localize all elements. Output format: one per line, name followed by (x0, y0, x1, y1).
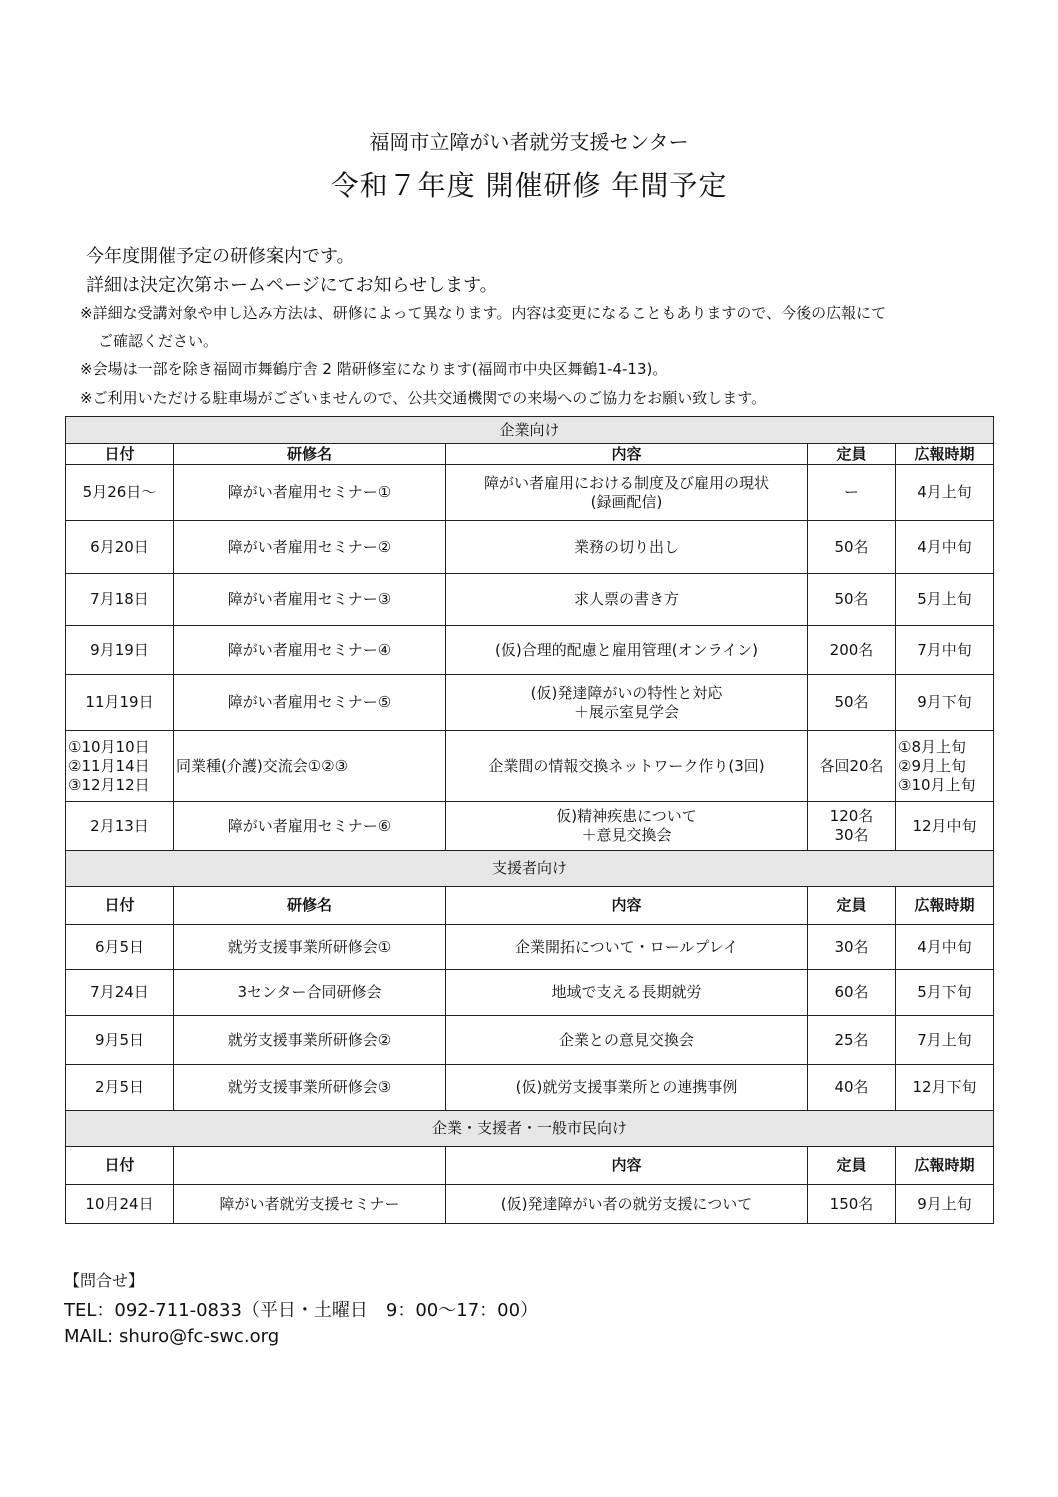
column-header: 研修名 (174, 887, 446, 925)
table-row (66, 1065, 994, 1111)
cell-pr: 4月中旬 (896, 925, 994, 970)
cell-content: 求人票の書き方 (446, 574, 808, 626)
column-header: 定員 (808, 444, 896, 465)
note-line-1-cont: ご確認ください。 (98, 332, 219, 350)
contact-tel: TEL：092-711-0833（平日・土曜日 9：00～17：00） (64, 1300, 539, 1321)
table-row (66, 675, 994, 731)
cell-name: 障がい者雇用セミナー① (174, 465, 446, 521)
cell-name: 就労支援事業所研修会② (174, 1016, 446, 1065)
cell-content: 障がい者雇用における制度及び雇用の現状 (録画配信) (446, 465, 808, 521)
cell-name: 障がい者雇用セミナー⑤ (174, 675, 446, 731)
cell-name: 障がい者雇用セミナー④ (174, 626, 446, 675)
cell-pr: 9月下旬 (896, 675, 994, 731)
cell-name: 就労支援事業所研修会① (174, 925, 446, 970)
section-title-row (66, 1111, 994, 1147)
cell-content: 地域で支える長期就労 (446, 970, 808, 1016)
cell-date: 2月13日 (66, 802, 174, 851)
column-header: 広報時期 (896, 444, 994, 465)
table-row (66, 1185, 994, 1224)
cell-date: 11月19日 (66, 675, 174, 731)
cell-capacity: 150名 (808, 1185, 896, 1224)
org-name: 福岡市立障がい者就労支援センター (369, 130, 689, 154)
cell-pr: 9月上旬 (896, 1185, 994, 1224)
column-header: 広報時期 (896, 1147, 994, 1185)
cell-name: 同業種(介護)交流会①②③ (174, 731, 446, 802)
cell-capacity: 50名 (808, 521, 896, 574)
note-line-1: ※詳細な受講対象や申し込み方法は、研修によって異なります。内容は変更になることもありますので、今後の広報にて (80, 304, 887, 322)
page-title: 令和７年度 開催研修 年間予定 (330, 169, 728, 202)
contact-mail: MAIL: shuro@fc-swc.org (64, 1326, 280, 1347)
cell-content: 仮)精神疾患について ＋意見交換会 (446, 802, 808, 851)
note-line-3: ※ご利用いただける駐車場がございませんので、公共交通機関での来場へのご協力をお願い致します。 (80, 389, 767, 407)
section-title: 支援者向け (66, 851, 994, 887)
cell-content: (仮)発達障がいの特性と対応 ＋展示室見学会 (446, 675, 808, 731)
cell-date: 7月18日 (66, 574, 174, 626)
cell-content: 企業開拓について・ロールプレイ (446, 925, 808, 970)
cell-date: 6月5日 (66, 925, 174, 970)
cell-pr: 7月中旬 (896, 626, 994, 675)
column-header: 研修名 (174, 444, 446, 465)
column-header-row (66, 1147, 994, 1185)
cell-capacity: 40名 (808, 1065, 896, 1111)
cell-date: 2月5日 (66, 1065, 174, 1111)
cell-date: 5月26日～ (66, 465, 174, 521)
cell-date: 9月5日 (66, 1016, 174, 1065)
table-row (66, 925, 994, 970)
cell-content: 業務の切り出し (446, 521, 808, 574)
section-title: 企業向け (66, 417, 994, 444)
cell-capacity: 50名 (808, 574, 896, 626)
column-header-row (66, 444, 994, 465)
cell-pr: ①8月上旬 ②9月上旬 ③10月上旬 (896, 731, 994, 802)
cell-capacity: 各回20名 (808, 731, 896, 802)
cell-capacity: 25名 (808, 1016, 896, 1065)
schedule-table (65, 416, 994, 1224)
intro-line-1: 今年度開催予定の研修案内です。 (86, 246, 355, 267)
cell-capacity: 120名 30名 (808, 802, 896, 851)
cell-pr: 5月上旬 (896, 574, 994, 626)
table-row (66, 970, 994, 1016)
column-header: 日付 (66, 887, 174, 925)
cell-name: 障がい者雇用セミナー② (174, 521, 446, 574)
column-header: 内容 (446, 1147, 808, 1185)
cell-date: 6月20日 (66, 521, 174, 574)
cell-content: (仮)合理的配慮と雇用管理(オンライン) (446, 626, 808, 675)
cell-date: 9月19日 (66, 626, 174, 675)
cell-capacity: 60名 (808, 970, 896, 1016)
column-header: 内容 (446, 444, 808, 465)
cell-name: 障がい者就労支援セミナー (174, 1185, 446, 1224)
section-title-row (66, 851, 994, 887)
cell-content: 企業間の情報交換ネットワーク作り(3回) (446, 731, 808, 802)
column-header: 日付 (66, 1147, 174, 1185)
table-row (66, 521, 994, 574)
schedule-table-body (66, 417, 994, 1224)
cell-date: 7月24日 (66, 970, 174, 1016)
note-line-2: ※会場は一部を除き福岡市舞鶴庁舎 2 階研修室になります(福岡市中央区舞鶴1-4-13)。 (80, 360, 668, 378)
column-header: 定員 (808, 887, 896, 925)
cell-content: (仮)就労支援事業所との連携事例 (446, 1065, 808, 1111)
section-title-row (66, 417, 994, 444)
cell-pr: 12月下旬 (896, 1065, 994, 1111)
cell-pr: 4月中旬 (896, 521, 994, 574)
cell-capacity: 200名 (808, 626, 896, 675)
column-header (174, 1147, 446, 1185)
contact-label: 【問合せ】 (64, 1271, 145, 1290)
cell-pr: 7月上旬 (896, 1016, 994, 1065)
intro-line-2: 詳細は決定次第ホームページにてお知らせします。 (86, 275, 498, 296)
column-header: 内容 (446, 887, 808, 925)
cell-content: (仮)発達障がい者の就労支援について (446, 1185, 808, 1224)
cell-name: 障がい者雇用セミナー③ (174, 574, 446, 626)
table-row (66, 731, 994, 802)
cell-content: 企業との意見交換会 (446, 1016, 808, 1065)
table-row (66, 574, 994, 626)
section-title: 企業・支援者・一般市民向け (66, 1111, 994, 1147)
cell-capacity: 50名 (808, 675, 896, 731)
cell-date: ①10月10日 ②11月14日 ③12月12日 (66, 731, 174, 802)
cell-name: 障がい者雇用セミナー⑥ (174, 802, 446, 851)
table-row (66, 802, 994, 851)
column-header: 広報時期 (896, 887, 994, 925)
cell-capacity: 30名 (808, 925, 896, 970)
table-row (66, 465, 994, 521)
column-header-row (66, 887, 994, 925)
cell-pr: 4月上旬 (896, 465, 994, 521)
cell-pr: 12月中旬 (896, 802, 994, 851)
column-header: 日付 (66, 444, 174, 465)
table-row (66, 626, 994, 675)
cell-name: 就労支援事業所研修会③ (174, 1065, 446, 1111)
table-row (66, 1016, 994, 1065)
column-header: 定員 (808, 1147, 896, 1185)
cell-name: 3センター合同研修会 (174, 970, 446, 1016)
cell-capacity: ー (808, 465, 896, 521)
cell-date: 10月24日 (66, 1185, 174, 1224)
cell-pr: 5月下旬 (896, 970, 994, 1016)
